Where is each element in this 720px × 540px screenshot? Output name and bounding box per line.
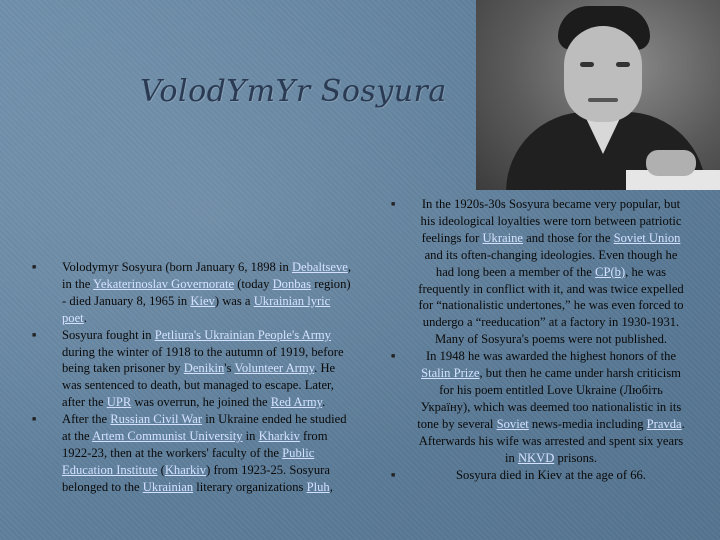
bullet-item <box>391 348 687 466</box>
text-link[interactable]: Ukraine <box>482 230 523 245</box>
bullet-square-icon: ■ <box>32 415 37 424</box>
bullet-item <box>391 467 687 484</box>
text-link[interactable]: Pravda <box>646 416 682 431</box>
bullet-square-icon: ■ <box>391 200 396 208</box>
bullet-text: from 1922-23, then at the workers' faculty of the <box>62 429 328 460</box>
text-link[interactable]: Volunteer Army <box>234 361 315 376</box>
text-link[interactable]: CP(b) <box>595 264 626 279</box>
bullet-text: region) - died January 8, 1965 in <box>62 276 351 308</box>
text-link[interactable]: Russian Civil War <box>110 412 203 427</box>
slide-title: VolodYmYr Sosyura <box>140 74 447 109</box>
text-link[interactable]: Public Education Institute <box>62 445 315 477</box>
portrait-photo <box>476 0 720 190</box>
right-text-column <box>391 196 687 483</box>
bullet-text: , he was frequently in conflict with it, and was twice expelled for “nationalistic undertones,” he was even forced to undergo a “reeducation” at a factory in 1930-1931. Many of Sosyura's poems were not published. <box>418 264 684 347</box>
right-bullet-list <box>391 196 687 483</box>
bullet-square-icon: ■ <box>32 263 37 271</box>
left-text-column <box>32 259 352 496</box>
bullet-text: literary organizations <box>193 479 307 494</box>
text-link[interactable]: Petliura's Ukrainian People's Army <box>154 327 331 342</box>
bullet-text: , <box>329 479 333 494</box>
text-link[interactable]: Stalin Prize <box>421 366 480 381</box>
text-link[interactable]: Kharkiv <box>164 462 207 477</box>
text-link[interactable]: Artem Communist University <box>92 429 243 444</box>
bullet-text: In 1948 he was awarded the highest honors of the <box>425 349 677 364</box>
bullet-text: (today <box>234 276 273 291</box>
bullet-text: In the 1920s-30s Sosyura became very popular, but his ideological loyalties were torn between patriotic feelings for <box>420 197 682 245</box>
bullet-item <box>32 411 352 496</box>
bullet-text: in Ukraine ended he studied at the <box>62 412 347 444</box>
bullet-item <box>391 196 687 348</box>
text-link[interactable]: Red Army <box>270 395 323 410</box>
bullet-text: Sosyura fought in <box>62 327 155 342</box>
text-link[interactable]: Denikin <box>183 361 225 376</box>
text-link[interactable]: Debaltseve <box>291 260 348 274</box>
bullet-text: in <box>242 429 259 444</box>
text-link[interactable]: Donbas <box>272 276 312 291</box>
bullet-text: . Afterwards his wife was arrested and spent six years in <box>418 416 685 465</box>
bullet-square-icon: ■ <box>391 470 396 479</box>
text-link[interactable]: Soviet Union <box>613 230 681 245</box>
text-link[interactable]: Pluh <box>306 479 330 494</box>
bullet-text: Volodymyr Sosyura (born January 6, 1898 in <box>62 260 292 274</box>
bullet-text: ) was a <box>214 293 254 308</box>
bullet-text: was overrun, he joined the <box>131 395 271 410</box>
bullet-square-icon: ■ <box>32 330 37 339</box>
bullet-text: during the winter of 1918 to the autumn of 1919, before being taken prisoner by <box>62 344 344 376</box>
text-link[interactable]: Yekaterinoslav Governorate <box>93 276 235 291</box>
bullet-text: and those for the <box>523 230 614 245</box>
bullet-text: . He was sentenced to death, but managed to escape. Later, after the <box>62 361 336 410</box>
bullet-text: After the <box>62 412 111 427</box>
bullet-item <box>32 327 352 412</box>
bullet-text: Sosyura died in Kiev at the age of 66. <box>456 467 646 482</box>
text-link[interactable]: UPR <box>106 395 132 410</box>
text-link[interactable]: Ukrainian lyric poet <box>62 293 331 325</box>
bullet-text: . <box>83 310 87 325</box>
bullet-text: and its often-changing ideologies. Even though he had long been a member of the <box>424 247 678 279</box>
bullet-text: news-media including <box>528 416 647 431</box>
bullet-item <box>32 259 352 327</box>
text-link[interactable]: NKVD <box>517 450 555 465</box>
bullet-text: . <box>322 395 326 410</box>
bullet-square-icon: ■ <box>391 352 396 361</box>
text-link[interactable]: Soviet <box>496 416 529 431</box>
bullet-text: prisons. <box>554 450 598 465</box>
bullet-text: ( <box>157 462 165 477</box>
bullet-text: ) from 1923-25. Sosyura belonged to the <box>62 462 330 494</box>
bullet-text: , but then he came under harsh criticism for his poem entitled Love Ukraine (Любіть Україну), which was deemed too nationalistic in its tone by several <box>417 366 682 431</box>
text-link[interactable]: Ukrainian <box>142 479 194 494</box>
text-link[interactable]: Kharkiv <box>258 429 300 444</box>
bullet-text: , in the <box>62 260 352 291</box>
bullet-text: 's <box>224 361 235 376</box>
text-link[interactable]: Kiev <box>190 293 215 308</box>
left-bullet-list <box>32 259 352 496</box>
